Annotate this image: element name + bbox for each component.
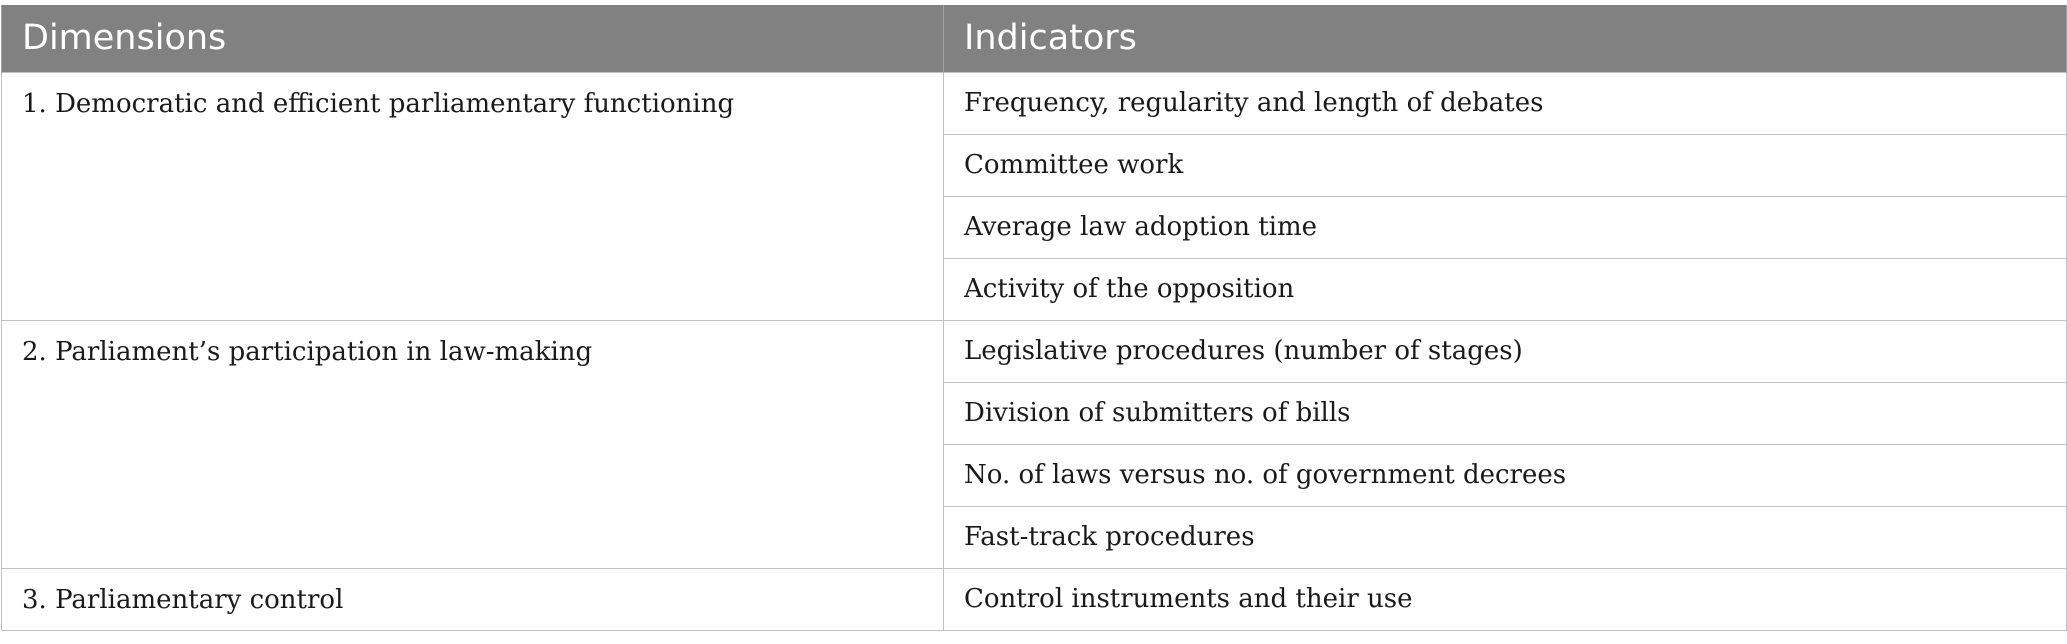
table-row — [2, 72, 2067, 134]
header-row — [2, 5, 2067, 72]
dimension-cell: 1. Democratic and efficient parliamentary functioning — [2, 72, 944, 320]
indicator-cell: Committee work — [944, 134, 2067, 196]
indicator-cell: Fast-track procedures — [944, 506, 2067, 568]
indicator-cell: No. of laws versus no. of government decrees — [944, 444, 2067, 506]
header-indicators: Indicators — [944, 5, 2067, 72]
dimension-cell: 3. Parliamentary control — [2, 568, 944, 630]
indicator-cell: Activity of the opposition — [944, 258, 2067, 320]
indicator-cell: Frequency, regularity and length of debates — [944, 72, 2067, 134]
indicator-cell: Control instruments and their use — [944, 568, 2067, 630]
indicator-cell: Division of submitters of bills — [944, 382, 2067, 444]
header-dimensions: Dimensions — [2, 5, 944, 72]
dimensions-indicators-table — [1, 5, 2067, 631]
table-row — [2, 320, 2067, 382]
dimension-cell: 2. Parliament’s participation in law-making — [2, 320, 944, 568]
indicator-cell: Average law adoption time — [944, 196, 2067, 258]
table-row — [2, 568, 2067, 630]
indicator-cell: Legislative procedures (number of stages) — [944, 320, 2067, 382]
